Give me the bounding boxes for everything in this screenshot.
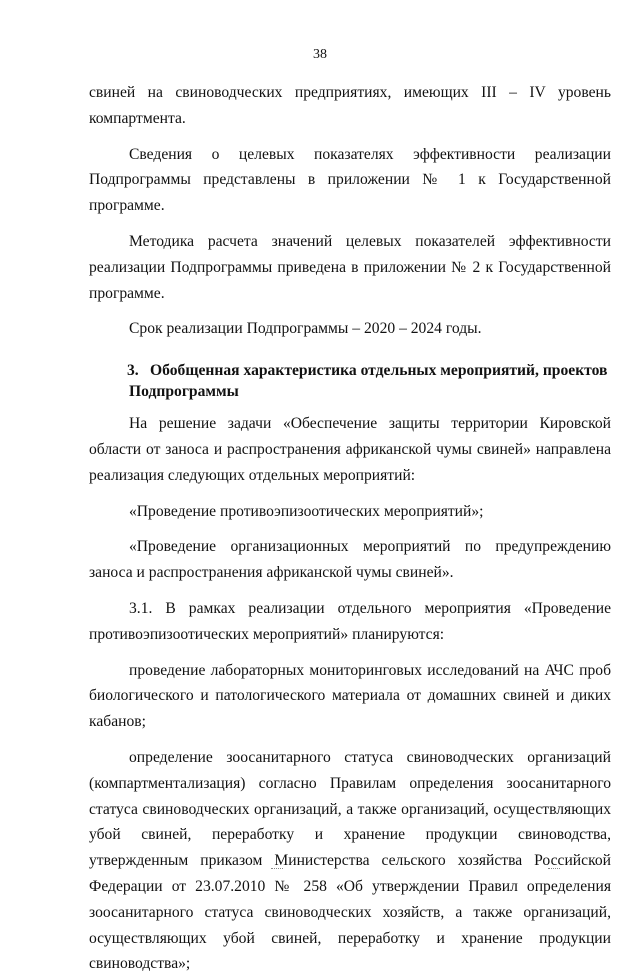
paragraph-lab-monitoring: проведение лабораторных мониторинговых исследований на АЧС проб биологического и патологического материала от домашних свиней и диких кабанов; — [89, 661, 611, 731]
paragraph-zoosanitary-status: определение зоосанитарного статуса свиноводческих организаций (компартментализация) согласно Правилам определения зоосанитарного статуса свиноводческих организаций, а также организаций, осуществляющих убой свиней, переработку и хранение продукции свиноводства, утвержденным приказом Министерства сельского хозяйства Российской Федерации от 23.07.2010 № 258 «Об утверждении Правил определения зоосанитарного статуса свиноводческих хозяйств, а также организаций, осуществляющих убой свиней, переработку и хранение продукции свиноводства»; — [89, 748, 611, 973]
section-number: 3. — [127, 362, 139, 380]
paragraph-task: На решение задачи «Обеспечение защиты территории Кировской области от заноса и распространения африканской чумы свиней» направлена реализация следующих отдельных мероприятий: — [89, 415, 611, 484]
list-item-measure-2: «Проведение организационных мероприятий по предупреждению заноса и распространения африканской чумы свиней». — [89, 538, 611, 582]
section-title: Обобщенная характеристика отдельных мероприятий, проектов Подпрограммы — [129, 362, 608, 401]
list-item-measure-1: «Проведение противоэпизоотических мероприятий»; — [129, 502, 484, 520]
paragraph-subsection-3-1: 3.1. В рамках реализации отдельного мероприятия «Проведение противоэпизоотических мероприятий» планируются: — [89, 599, 611, 643]
scan-mark — [548, 868, 560, 870]
section-heading — [89, 360, 611, 402]
paragraph-term: Срок реализации Подпрограммы – 2020 – 2024 годы. — [129, 320, 482, 338]
page-number: 38 — [313, 47, 327, 62]
paragraph-continuation: свиней на свиноводческих предприятиях, имеющих III – IV уровень компартмента. — [89, 84, 611, 127]
scan-mark — [271, 868, 283, 870]
page-body — [89, 80, 611, 977]
paragraph-methodology: Методика расчета значений целевых показателей эффективности реализации Подпрограммы приведена в приложении № 2 к Государственной программе. — [89, 232, 611, 302]
paragraph-indicators-info: Сведения о целевых показателях эффективности реализации Подпрограммы представлены в приложении № 1 к Государственной программе. — [89, 145, 611, 215]
